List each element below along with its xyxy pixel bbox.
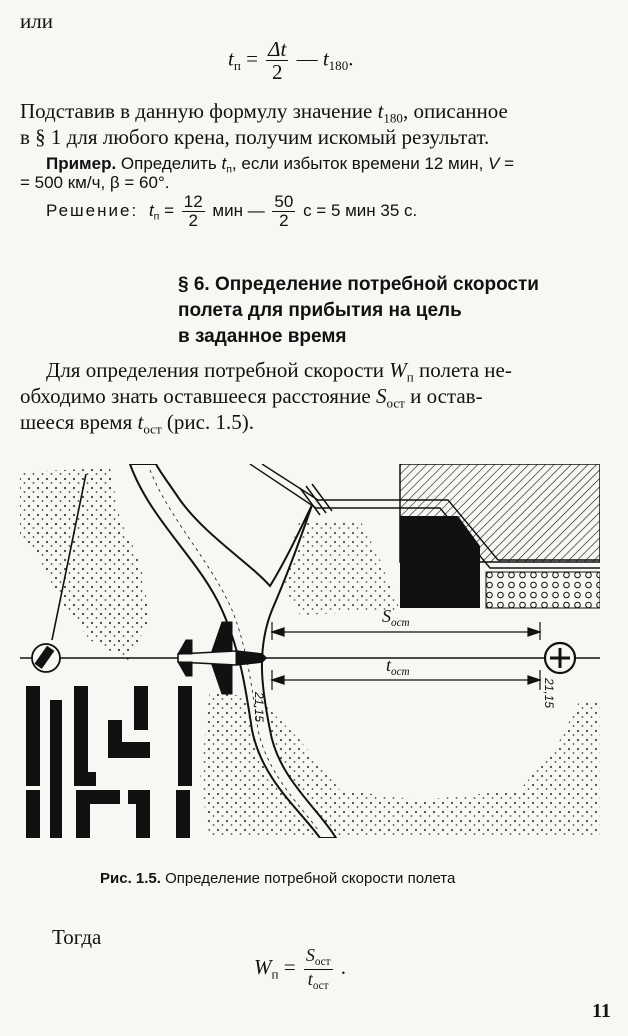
example-label: Пример. bbox=[46, 154, 117, 173]
formula-time-surplus: $t_п$ = $\frac{\Delta t}{2}$ — $t_{180}$. bbox=[228, 37, 354, 85]
section-heading-line-3: в заданное время bbox=[178, 326, 347, 347]
circle-pattern-strip bbox=[486, 572, 600, 608]
figure-caption bbox=[100, 870, 455, 887]
then-word: Тогда bbox=[52, 925, 102, 949]
formula1-rhs-var: t bbox=[322, 46, 329, 71]
terrain-dots-left bbox=[20, 468, 150, 660]
paragraph-2-line-3: шееся время $t_{ост}$ (рис. 1.5). bbox=[20, 410, 254, 437]
formula1-lhs-sub: п bbox=[233, 57, 241, 73]
formula1-minus: — bbox=[296, 46, 318, 71]
formula1-lhs-var: t bbox=[228, 46, 234, 71]
s-remaining-label: $S_{ост}$ bbox=[382, 606, 410, 629]
formula1-numerator: Δt bbox=[268, 37, 287, 61]
solution-fraction-1: $\frac{12}{2}$ bbox=[183, 192, 203, 230]
example-line-1: Пример. Определить $t_п$, если избыток времени 12 мин, V = bbox=[46, 154, 515, 176]
example-line-2: = 500 км/ч, β = 60°. bbox=[20, 173, 170, 192]
formula1-rhs-sub: 180 bbox=[328, 57, 349, 73]
formula-required-speed: $W_п$ = $\frac{S_{ост}}{t_{ост}}$ . bbox=[254, 945, 346, 992]
dark-block bbox=[400, 516, 480, 608]
time-label-right: 21,15 bbox=[542, 678, 556, 709]
formula1-denominator: 2 bbox=[271, 60, 283, 85]
paragraph-1-line-1: Подставив в данную формулу значение $t_{180}$, описанное bbox=[20, 99, 508, 126]
solution-fraction-2: $\frac{50}{2}$ bbox=[274, 192, 294, 230]
time-label-left: 21,15 bbox=[252, 692, 266, 723]
t-remaining-label: $t_{ост}$ bbox=[386, 655, 410, 678]
paragraph-2-line-1: Для определения потребной скорости $W_п$ полета не- bbox=[46, 358, 512, 385]
start-marker bbox=[32, 644, 60, 672]
page-number: 11 bbox=[592, 1000, 611, 1022]
city-blocks bbox=[26, 686, 192, 838]
section-heading-line-1: § 6. Определение потребной скорости bbox=[178, 274, 539, 295]
formula2-fraction: $\frac{S_{ост}}{t_{ост}}$ bbox=[305, 945, 331, 992]
section-heading-line-2: полета для прибытия на цель bbox=[178, 300, 462, 321]
intro-word: или bbox=[20, 9, 53, 33]
solution-line: Решение: $t_п$ = $\frac{12}{2}$ мин — $\frac{50}{2}$ с = 5 мин 35 с. bbox=[46, 192, 418, 230]
target-marker bbox=[545, 643, 575, 673]
figure-caption-label: Рис. 1.5. bbox=[100, 870, 161, 887]
solution-label: Решение: bbox=[46, 200, 139, 220]
figure-caption-text: Определение потребной скорости полета bbox=[160, 870, 456, 887]
paragraph-1-line-2: в § 1 для любого крена, получим искомый результат. bbox=[20, 125, 490, 149]
paragraph-2-line-2: обходимо знать оставшееся расстояние $S_{ост}$ и остав- bbox=[20, 384, 483, 411]
